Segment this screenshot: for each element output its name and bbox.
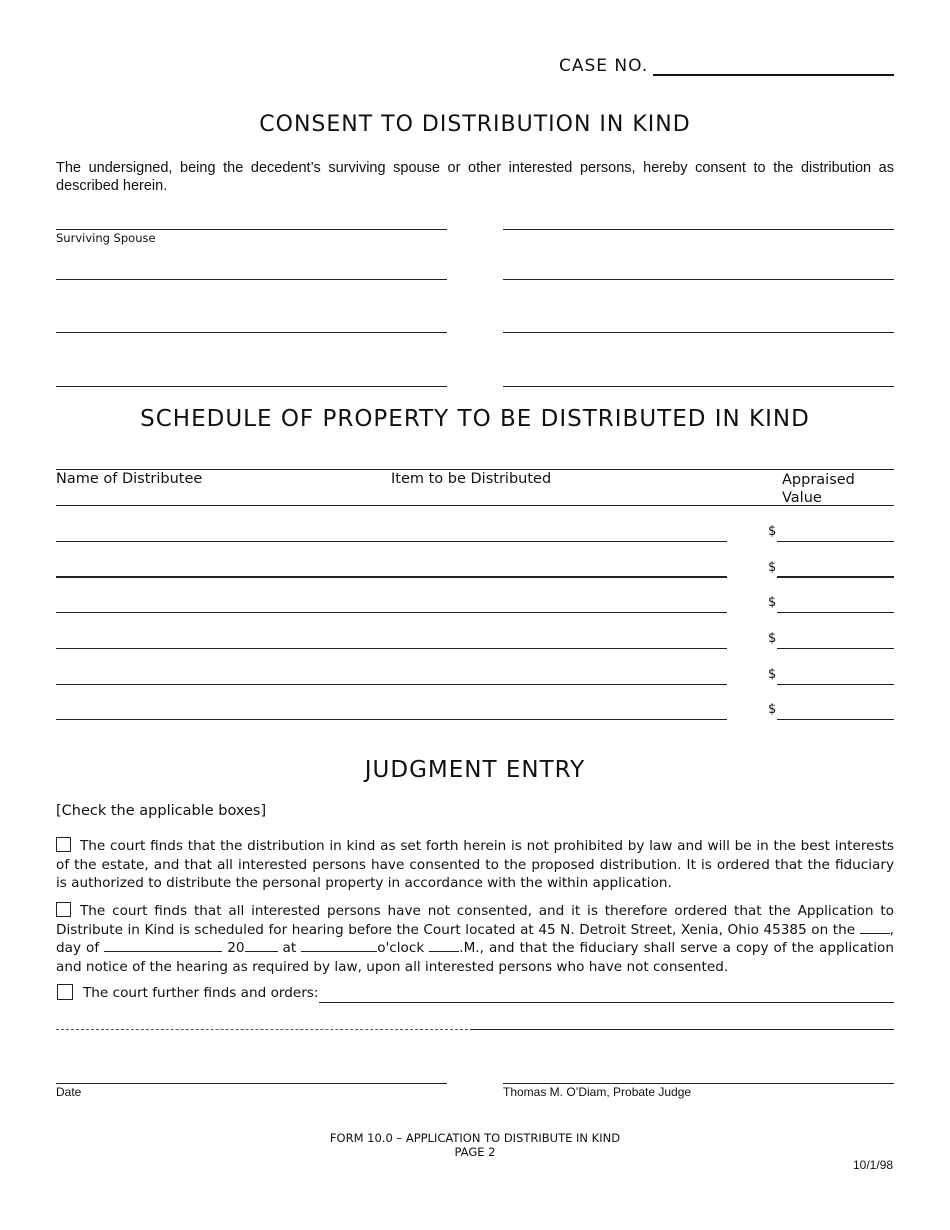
column-header-distributee: Name of Distributee [56,471,203,487]
hearing-year-blank[interactable] [245,939,278,952]
distributee-item-line[interactable] [56,576,727,578]
judge-name-label: Thomas M. O’Diam, Probate Judge [503,1085,692,1099]
case-number-label: CASE NO. [559,56,649,76]
distributee-item-line[interactable] [56,719,727,720]
dollar-sign: $ [768,631,777,646]
signature-line[interactable] [503,386,894,387]
column-header-value [782,471,855,507]
value-line[interactable] [777,576,894,578]
signature-line[interactable] [56,332,447,333]
judgment-title: JUDGMENT ENTRY [364,757,586,783]
hearing-month-blank[interactable] [104,939,222,952]
dollar-sign: $ [768,702,777,717]
column-header-value-line1: Appraised [782,472,855,488]
hearing-ampm-blank[interactable] [429,939,459,952]
option-2-day-of: day of [56,940,100,956]
value-line[interactable] [777,648,894,649]
consent-intro: The undersigned, being the decedent’s surviving spouse or other interested persons, hereby consent to the distribution as described herein. [56,160,894,194]
distributee-item-line[interactable] [56,648,727,649]
distributee-item-line[interactable] [56,612,727,613]
option-2-checkbox[interactable] [56,902,71,917]
option-2-oclock: o'clock [377,940,425,956]
option-2-year-prefix: 20 [227,940,245,956]
option-1-text: The court finds that the distribution in kind as set forth herein is not prohibited by law and will be in the best interests of the estate, and that all interested persons have consented to the proposed distribution. It is ordered that the fiduciary is authorized to distribute the personal property in accordance with the within application. [56,838,894,891]
value-line[interactable] [777,612,894,613]
further-orders-line[interactable] [319,1002,894,1003]
option-2-text: The court finds that all interested persons have not consented, and it is therefore ordered that the Application to Distribute in Kind is scheduled for hearing before the Court located at 45 N. Detroit Street, Xenia, Ohio 45385 on the [56,903,894,938]
distributee-item-line[interactable] [56,541,727,542]
dollar-sign: $ [768,524,777,539]
option-1-checkbox[interactable] [56,837,71,852]
date-signature-line[interactable] [56,1083,447,1084]
table-top-rule [56,469,894,470]
option-3-checkbox[interactable] [57,984,73,1000]
judge-signature-line[interactable] [503,1083,894,1084]
judgment-option-2 [56,902,894,976]
signature-line[interactable] [56,386,447,387]
date-label: Date [56,1085,82,1099]
surviving-spouse-label: Surviving Spouse [56,231,156,245]
signature-line[interactable] [503,229,894,230]
signature-line[interactable] [503,279,894,280]
option-2-at: at [282,940,297,956]
value-line[interactable] [777,719,894,720]
hearing-time-blank[interactable] [301,939,377,952]
value-line[interactable] [777,541,894,542]
signature-line-spouse[interactable] [56,229,447,230]
further-orders-line-2[interactable] [470,1029,894,1030]
option-3-text: The court further finds and orders: [83,985,319,1001]
table-header-rule [56,505,894,506]
dollar-sign: $ [768,560,777,575]
signature-line[interactable] [503,332,894,333]
further-orders-dashed-line [56,1029,468,1030]
signature-line[interactable] [56,279,447,280]
form-footer [0,1131,950,1159]
judgment-instructions: [Check the applicable boxes] [56,803,267,819]
dollar-sign: $ [768,595,777,610]
column-header-value-line2: Value [782,490,822,506]
value-line[interactable] [777,684,894,685]
dollar-sign: $ [768,667,777,682]
option-2-text-cont: .M., and that the fiduciary shall serve a copy of the application and notice of the hearing as required by law, upon all interested persons who have not consented. [56,940,894,975]
consent-title: CONSENT TO DISTRIBUTION IN KIND [259,112,691,137]
column-header-item: Item to be Distributed [391,471,552,487]
revision-date: 10/1/98 [853,1158,894,1172]
schedule-title: SCHEDULE OF PROPERTY TO BE DISTRIBUTED IN KIND [140,406,810,432]
distributee-item-line[interactable] [56,684,727,685]
case-number-field[interactable] [653,74,894,76]
form-title-footer: FORM 10.0 – APPLICATION TO DISTRIBUTE IN KIND [329,1131,621,1145]
hearing-day-blank[interactable] [860,921,890,934]
option-2-comma: , [889,921,894,938]
judgment-option-1 [56,837,894,893]
page-number: PAGE 2 [454,1145,496,1159]
